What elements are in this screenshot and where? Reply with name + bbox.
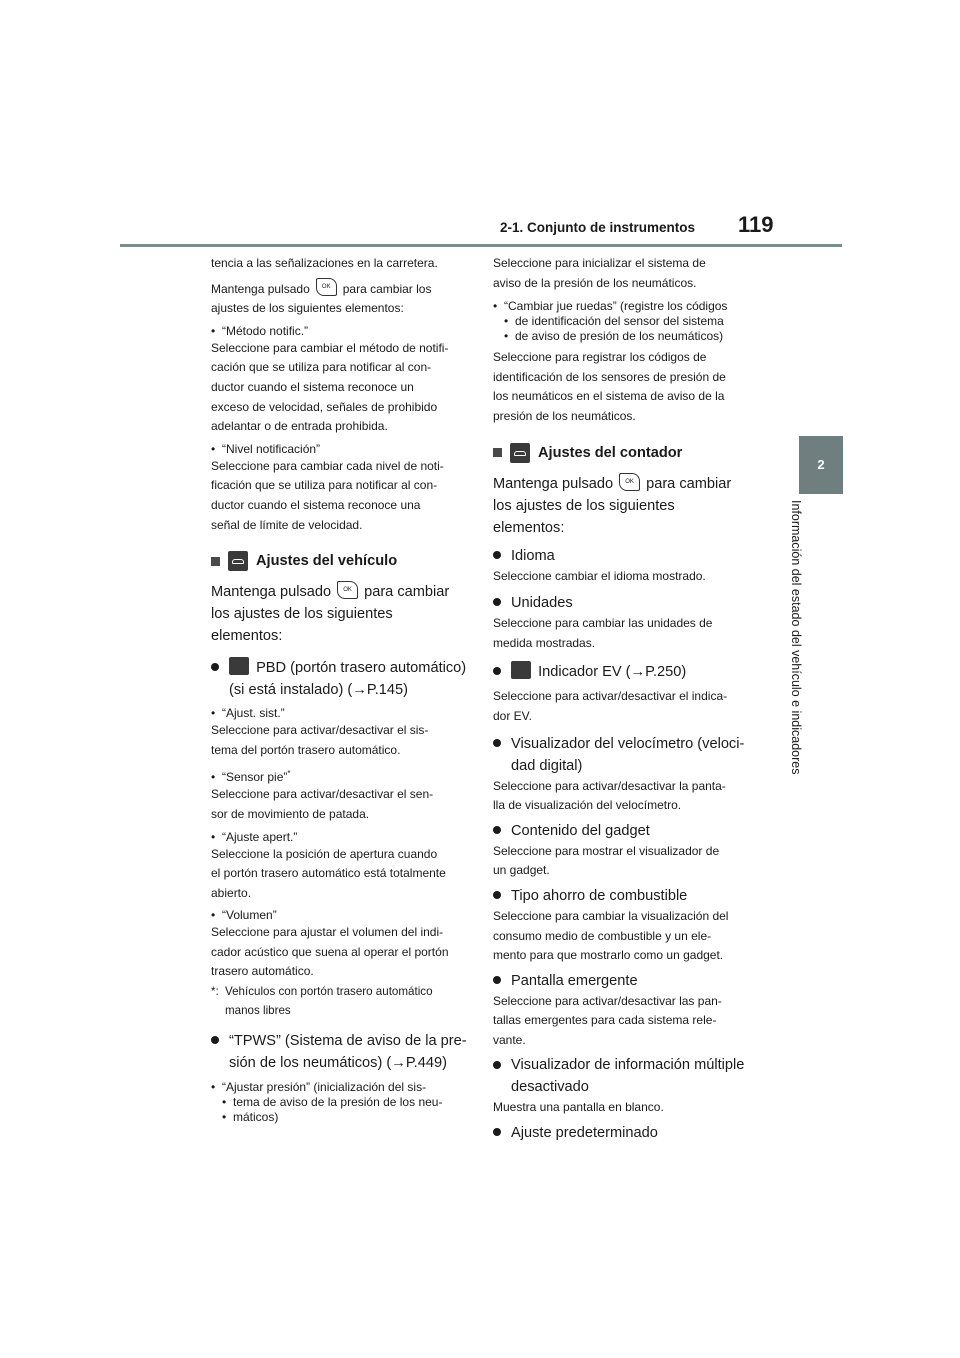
text: Tipo ahorro de combustible <box>511 887 688 904</box>
bullet-dot-icon <box>493 891 501 899</box>
line: • máticos) <box>211 1110 467 1125</box>
line: sor de movimiento de patada. <box>211 806 370 821</box>
list-item: • “Volumen” <box>211 907 467 923</box>
chapter-tab: 2 <box>799 436 843 494</box>
section-title: 2-1. Conjunto de instrumentos <box>500 220 696 235</box>
text: Vehículos con portón trasero automático <box>225 985 433 999</box>
line: consumo medio de combustible y un ele- <box>493 928 712 943</box>
line: identificación de los sensores de presión de <box>493 369 726 384</box>
line: lla de visualización del velocímetro. <box>493 798 682 813</box>
line: dor EV. <box>493 708 532 723</box>
text: para cambiar <box>646 475 732 492</box>
line: abierto. <box>211 885 252 900</box>
power-back-door-icon <box>229 657 249 675</box>
line: aviso de la presión de los neumáticos. <box>493 275 697 290</box>
footnote <box>211 982 467 1001</box>
ok-button-icon: OK <box>619 473 640 491</box>
list-item: • “Ajust. sist.” <box>211 705 467 721</box>
line: Seleccione para activar/desactivar las pan- <box>493 993 722 1008</box>
line: Seleccione para inicializar el sistema de <box>493 256 706 270</box>
line: • tema de aviso de la presión de los neu- <box>211 1095 467 1110</box>
ok-button-icon: OK <box>337 581 358 599</box>
list-item <box>211 766 467 785</box>
line: Seleccione para cambiar las unidades de <box>493 616 713 631</box>
line: medida mostradas. <box>493 635 596 650</box>
text: Unidades <box>511 595 573 612</box>
paragraph: los ajustes de los siguientes elementos: <box>211 606 393 645</box>
line: cación que se utiliza para notificar al con- <box>211 360 432 375</box>
right-column <box>493 254 749 1144</box>
heading-text: Ajustes del contador <box>538 444 683 461</box>
footnote-mark: *: <box>211 985 219 999</box>
line: Seleccione la posición de apertura cuando <box>211 846 438 861</box>
line: Seleccione para activar/desactivar el sen- <box>211 787 434 802</box>
bullet-dot-icon <box>493 1061 501 1069</box>
text: Ajuste predeterminado <box>511 1125 658 1142</box>
line: desactivado <box>511 1079 589 1096</box>
list-item-pbd <box>211 657 467 679</box>
text: “TPWS” (Sistema de aviso de la pre- <box>229 1033 467 1050</box>
line: ficación que se utiliza para notificar al con- <box>211 478 438 493</box>
line: Seleccione cambiar el idioma mostrado. <box>493 568 706 583</box>
line: los neumáticos en el sistema de aviso de la <box>493 389 725 404</box>
list-item <box>493 820 749 842</box>
list-item: • “Cambiar jue ruedas” (registre los códigos <box>493 299 749 314</box>
header-rule <box>120 244 842 247</box>
list-item <box>493 661 749 683</box>
text: Indicador EV (→P.250) <box>538 664 687 681</box>
text: Pantalla emergente <box>511 972 638 989</box>
text: para cambiar <box>364 584 450 601</box>
heading-meter-settings <box>493 441 749 465</box>
bullet-dot-icon <box>211 663 219 671</box>
line: • de identificación del sensor del sistema <box>493 314 749 329</box>
text: Mantenga pulsado <box>211 584 332 601</box>
line: vante. <box>493 1032 526 1047</box>
text: Contenido del gadget <box>511 822 650 839</box>
line: presión de los neumáticos. <box>493 408 636 423</box>
line: • de aviso de presión de los neumáticos) <box>493 329 749 344</box>
text: Visualizador de información múltiple <box>511 1057 745 1074</box>
footnote-marker: * <box>287 769 291 779</box>
line: cador acústico que suena al operar el portón <box>211 944 449 959</box>
chapter-side-title-text: Información del estado del vehículo e indicadores <box>789 500 803 775</box>
list-item <box>493 1054 749 1076</box>
line: un gadget. <box>493 863 550 878</box>
line: tema del portón trasero automático. <box>211 742 401 757</box>
line: ductor cuando el sistema reconoce una <box>211 497 421 512</box>
list-item <box>493 1122 749 1144</box>
list-item <box>493 592 749 614</box>
line: exceso de velocidad, señales de prohibido <box>211 399 438 414</box>
line: Seleccione para activar/desactivar el indica- <box>493 689 728 704</box>
bullet-dot-icon <box>493 551 501 559</box>
square-bullet-icon <box>211 557 220 566</box>
text: para cambiar los <box>342 281 432 296</box>
list-item-tpws <box>211 1030 467 1052</box>
list-item: • “Método notific.” <box>211 323 467 339</box>
line: (si está instalado) (→P.145) <box>229 682 408 699</box>
vehicle-settings-icon <box>228 551 248 571</box>
line: Seleccione para cambiar cada nivel de noti- <box>211 458 444 473</box>
list-item <box>493 733 749 755</box>
text: Mantenga pulsado <box>211 281 310 296</box>
text: Visualizador del velocímetro (veloci- <box>511 735 745 752</box>
text: Idioma <box>511 547 555 564</box>
list-item <box>493 970 749 992</box>
text: “Sensor pie” <box>222 770 288 785</box>
paragraph: ajustes de los siguientes elementos: <box>211 301 404 316</box>
paragraph <box>211 280 467 300</box>
line: ductor cuando el sistema reconoce un <box>211 379 414 394</box>
list-item: • “Nivel notificación” <box>211 441 467 457</box>
bullet-dot-icon <box>211 1036 219 1044</box>
bullet-dot-icon <box>493 1128 501 1136</box>
list-item: • “Ajuste apert.” <box>211 829 467 845</box>
line: Muestra una pantalla en blanco. <box>493 1100 664 1115</box>
line: tallas emergentes para cada sistema rele- <box>493 1013 717 1028</box>
paragraph <box>211 581 467 603</box>
line: sión de los neumáticos) (→P.449) <box>229 1055 447 1072</box>
page-number: 119 <box>738 212 774 237</box>
list-item <box>493 545 749 567</box>
meter-settings-icon <box>510 443 530 463</box>
ev-indicator-icon <box>511 661 531 679</box>
line: dad digital) <box>511 757 583 774</box>
heading-vehicle-settings <box>211 549 467 573</box>
line: señal de límite de velocidad. <box>211 517 363 532</box>
list-item <box>493 885 749 907</box>
ok-button-icon: OK <box>316 278 337 296</box>
line: Seleccione para cambiar la visualización del <box>493 908 729 923</box>
line: mento para que mostrarlo como un gadget. <box>493 948 724 963</box>
footnote-line: manos libres <box>225 1004 291 1018</box>
line: Seleccione para activar/desactivar el sis- <box>211 723 429 738</box>
line: Seleccione para mostrar el visualizador de <box>493 843 720 858</box>
bullet-dot-icon <box>493 976 501 984</box>
line: adelantar o de entrada prohibida. <box>211 419 388 434</box>
left-column <box>211 254 467 1125</box>
paragraph: los ajustes de los siguientes elementos: <box>493 497 675 536</box>
line: Seleccione para ajustar el volumen del indi- <box>211 925 444 940</box>
text: Mantenga pulsado <box>493 475 614 492</box>
bullet-dot-icon <box>493 826 501 834</box>
bullet-dot-icon <box>493 739 501 747</box>
bullet-dot-icon <box>493 667 501 675</box>
line: Seleccione para cambiar el método de notifi- <box>211 340 449 355</box>
paragraph: tencia a las señalizaciones en la carretera. <box>211 256 438 270</box>
chapter-side-title <box>781 500 811 800</box>
paragraph <box>493 473 749 495</box>
line: trasero automático. <box>211 964 314 979</box>
line: Seleccione para registrar los códigos de <box>493 350 707 365</box>
list-item: • “Ajustar presión” (inicialización del sis- <box>211 1080 467 1095</box>
line: Seleccione para activar/desactivar la panta- <box>493 778 726 793</box>
text: PBD (portón trasero automático) <box>256 660 467 677</box>
heading-text: Ajustes del vehículo <box>256 553 398 570</box>
bullet-dot-icon <box>493 598 501 606</box>
line: el portón trasero automático está totalmente <box>211 866 446 881</box>
square-bullet-icon <box>493 448 502 457</box>
